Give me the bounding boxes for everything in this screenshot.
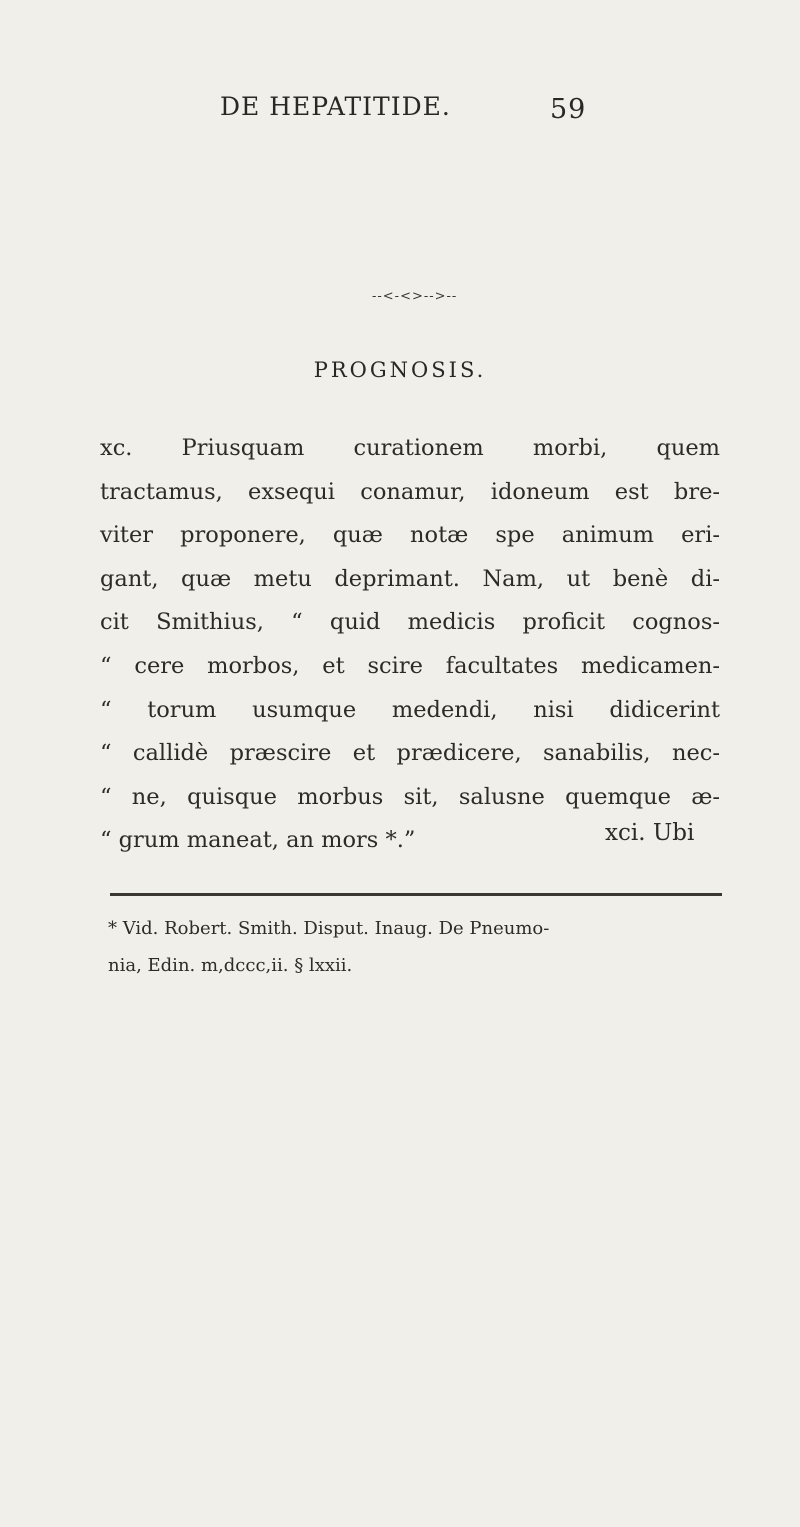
- ornament-divider: --<-<>-->--: [372, 289, 458, 304]
- running-head-title: DE HEPATITIDE.: [220, 92, 451, 121]
- page-number: 59: [550, 94, 587, 125]
- text-line: xc. Priusquam curationem morbi, quem: [100, 435, 720, 461]
- text-line: “ cere morbos, et scire facultates medicamen-: [100, 652, 720, 679]
- text-line: gant, quæ metu deprimant. Nam, ut benè di-: [100, 565, 720, 592]
- text-line: tractamus, exsequi conamur, idoneum est bre-: [100, 478, 720, 505]
- text-line: cit Smithius, “ quid medicis proficit cognos-: [100, 609, 720, 636]
- text-line: “ grum maneat, an mors *.”: [100, 827, 416, 854]
- footnote-line: nia, Edin. m,dccc,ii. § lxxii.: [108, 955, 353, 976]
- catchword: xci. Ubi: [605, 820, 695, 846]
- body-paragraph: [100, 427, 720, 863]
- footnote-rule: [110, 893, 722, 896]
- section-title: PROGNOSIS.: [313, 358, 487, 382]
- text-line: “ torum usumque medendi, nisi didicerint: [100, 696, 720, 723]
- text-line: viter proponere, quæ notæ spe animum eri-: [100, 522, 720, 549]
- text-line: “ callidè præscire et prædicere, sanabilis, nec-: [100, 740, 720, 767]
- footnote: [108, 910, 728, 984]
- footnote-line: * Vid. Robert. Smith. Disput. Inaug. De Pneumo-: [108, 918, 550, 939]
- text-line: “ ne, quisque morbus sit, salusne quemque æ-: [100, 783, 720, 810]
